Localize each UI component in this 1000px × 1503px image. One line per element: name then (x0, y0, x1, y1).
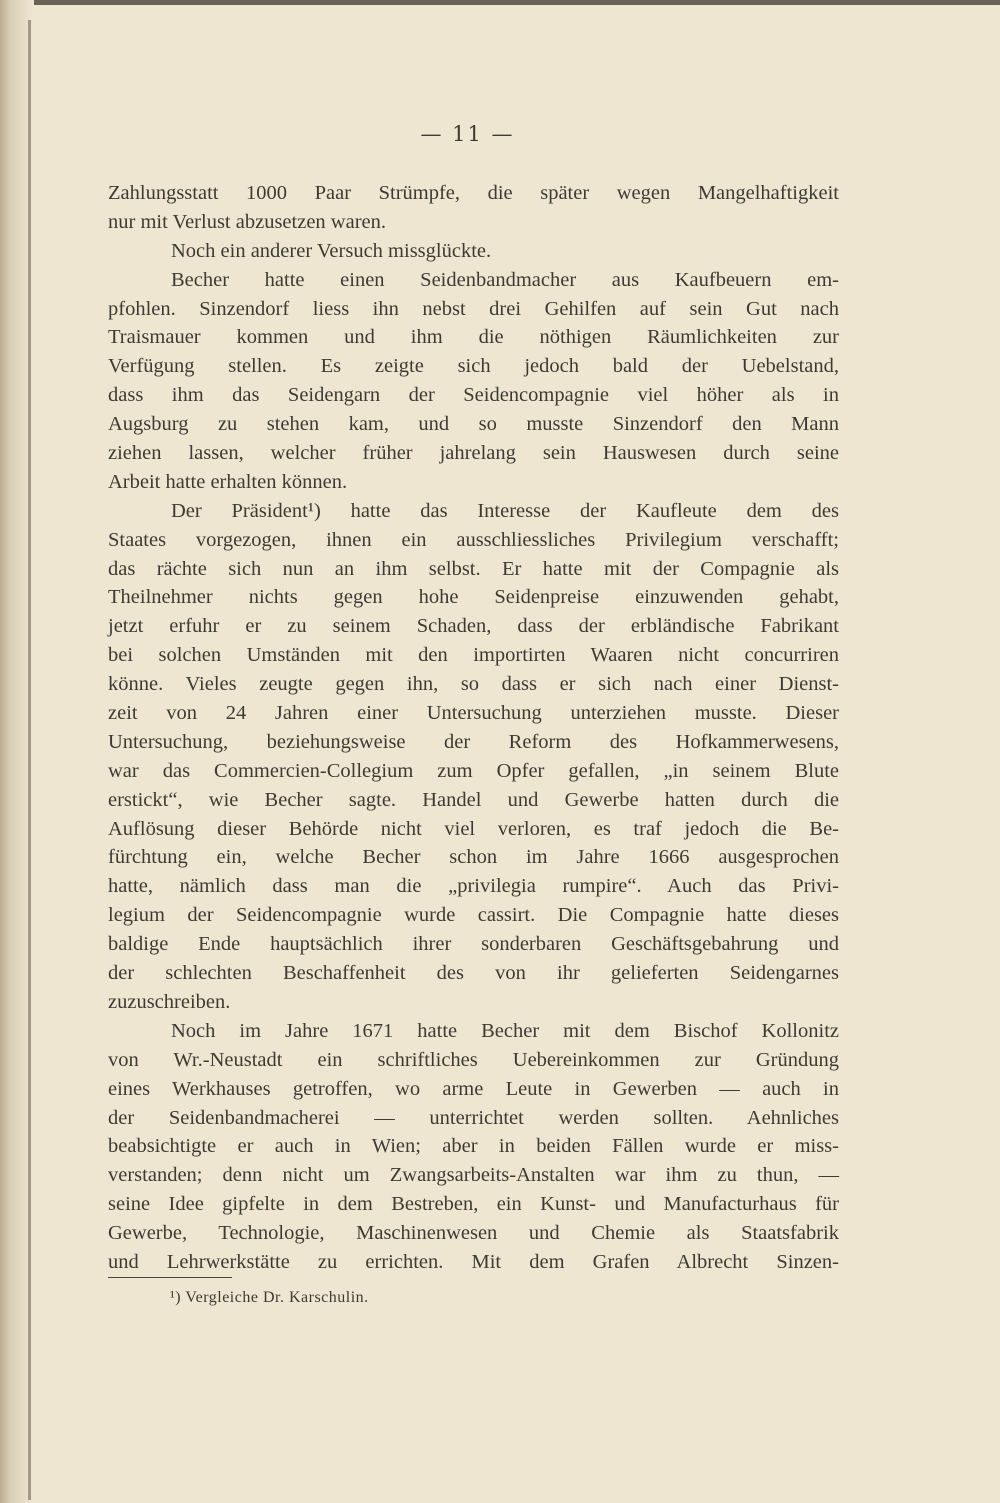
footnote: ¹) Vergleiche Dr. Karschulin. (170, 1289, 369, 1306)
text-line: baldige Ende hauptsächlich ihrer sonderbaren Geschäftsgebahrung und (108, 933, 839, 956)
text-line: zuzuschreiben. (108, 990, 231, 1013)
text-line: bei solchen Umständen mit den importirten Waaren nicht concurriren (108, 644, 839, 667)
text-line: von Wr.-Neustadt ein schriftliches Uebereinkommen zur Gründung (108, 1048, 839, 1071)
footnote-divider (108, 1277, 232, 1278)
text-line: Traismauer kommen und ihm die nöthigen Räumlichkeiten zur (108, 326, 839, 349)
binding-gutter-line (28, 20, 31, 1500)
text-line: Auflösung dieser Behörde nicht viel verloren, es traf jedoch die Be- (108, 817, 839, 840)
text-line: jetzt erfuhr er zu seinem Schaden, dass der erbländische Fabrikant (108, 615, 839, 638)
text-line: eines Werkhauses getroffen, wo arme Leute in Gewerben — auch in (108, 1077, 839, 1100)
text-line: Noch ein anderer Versuch missglückte. (171, 239, 492, 262)
text-line: legium der Seidencompagnie wurde cassirt. Die Compagnie hatte dieses (108, 904, 839, 927)
text-line: Verfügung stellen. Es zeigte sich jedoch bald der Uebelstand, (108, 355, 839, 378)
text-line: zeit von 24 Jahren einer Untersuchung unterziehen musste. Dieser (108, 702, 839, 725)
text-line: hatte, nämlich dass man die „privilegia rumpire“. Auch das Privi- (108, 875, 839, 898)
text-line: könne. Vieles zeugte gegen ihn, so dass er sich nach einer Dienst- (108, 673, 839, 696)
text-line: Arbeit hatte erhalten können. (108, 470, 348, 493)
text-line: fürchtung ein, welche Becher schon im Jahre 1666 ausgesprochen (108, 846, 839, 869)
text-line: erstickt“, wie Becher sagte. Handel und Gewerbe hatten durch die (108, 788, 839, 811)
text-line: und Lehrwerkstätte zu errichten. Mit dem Grafen Albrecht Sinzen- (108, 1250, 839, 1273)
text-line: Theilnehmer nichts gegen hohe Seidenpreise einzuwenden gehabt, (108, 586, 839, 609)
text-line: das rächte sich nun an ihm selbst. Er hatte mit der Compagnie als (108, 557, 839, 580)
page-number: — 11 — (420, 122, 515, 146)
text-line: nur mit Verlust abzusetzen waren. (108, 210, 386, 233)
text-line: war das Commercien-Collegium zum Opfer gefallen, „in seinem Blute (108, 759, 839, 782)
text-line: Gewerbe, Technologie, Maschinenwesen und Chemie als Staatsfabrik (108, 1222, 839, 1245)
text-line: Augsburg zu stehen kam, und so musste Sinzendorf den Mann (108, 413, 839, 436)
text-line: Staates vorgezogen, ihnen ein ausschliessliches Privilegium verschafft; (108, 528, 839, 551)
text-line: pfohlen. Sinzendorf liess ihn nebst drei Gehilfen auf sein Gut nach (108, 297, 839, 320)
text-line: Becher hatte einen Seidenbandmacher aus Kaufbeuern em- (171, 268, 839, 291)
text-line: Der Präsident¹) hatte das Interesse der Kaufleute dem des (171, 499, 839, 522)
text-line: der Seidenbandmacherei — unterrichtet werden sollten. Aehnliches (108, 1106, 839, 1129)
text-line: verstanden; denn nicht um Zwangsarbeits-Anstalten war ihm zu thun, — (108, 1164, 839, 1187)
text-line: seine Idee gipfelte in dem Bestreben, ein Kunst- und Manufacturhaus für (108, 1193, 839, 1216)
text-line: beabsichtigte er auch in Wien; aber in beiden Fällen wurde er miss- (108, 1135, 839, 1158)
text-line: dass ihm das Seidengarn der Seidencompagnie viel höher als in (108, 384, 839, 407)
page-top-edge (0, 0, 1000, 5)
text-line: Zahlungsstatt 1000 Paar Strümpfe, die später wegen Mangelhaftigkeit (108, 182, 839, 204)
text-line: ziehen lassen, welcher früher jahrelang sein Hauswesen durch seine (108, 442, 839, 465)
text-line: Noch im Jahre 1671 hatte Becher mit dem Bischof Kollonitz (171, 1019, 839, 1042)
text-line: Untersuchung, beziehungsweise der Reform des Hofkammerwesens, (108, 730, 839, 753)
text-line: der schlechten Beschaffenheit des von ihr gelieferten Seidengarnes (108, 962, 839, 985)
body-text (108, 179, 839, 1277)
